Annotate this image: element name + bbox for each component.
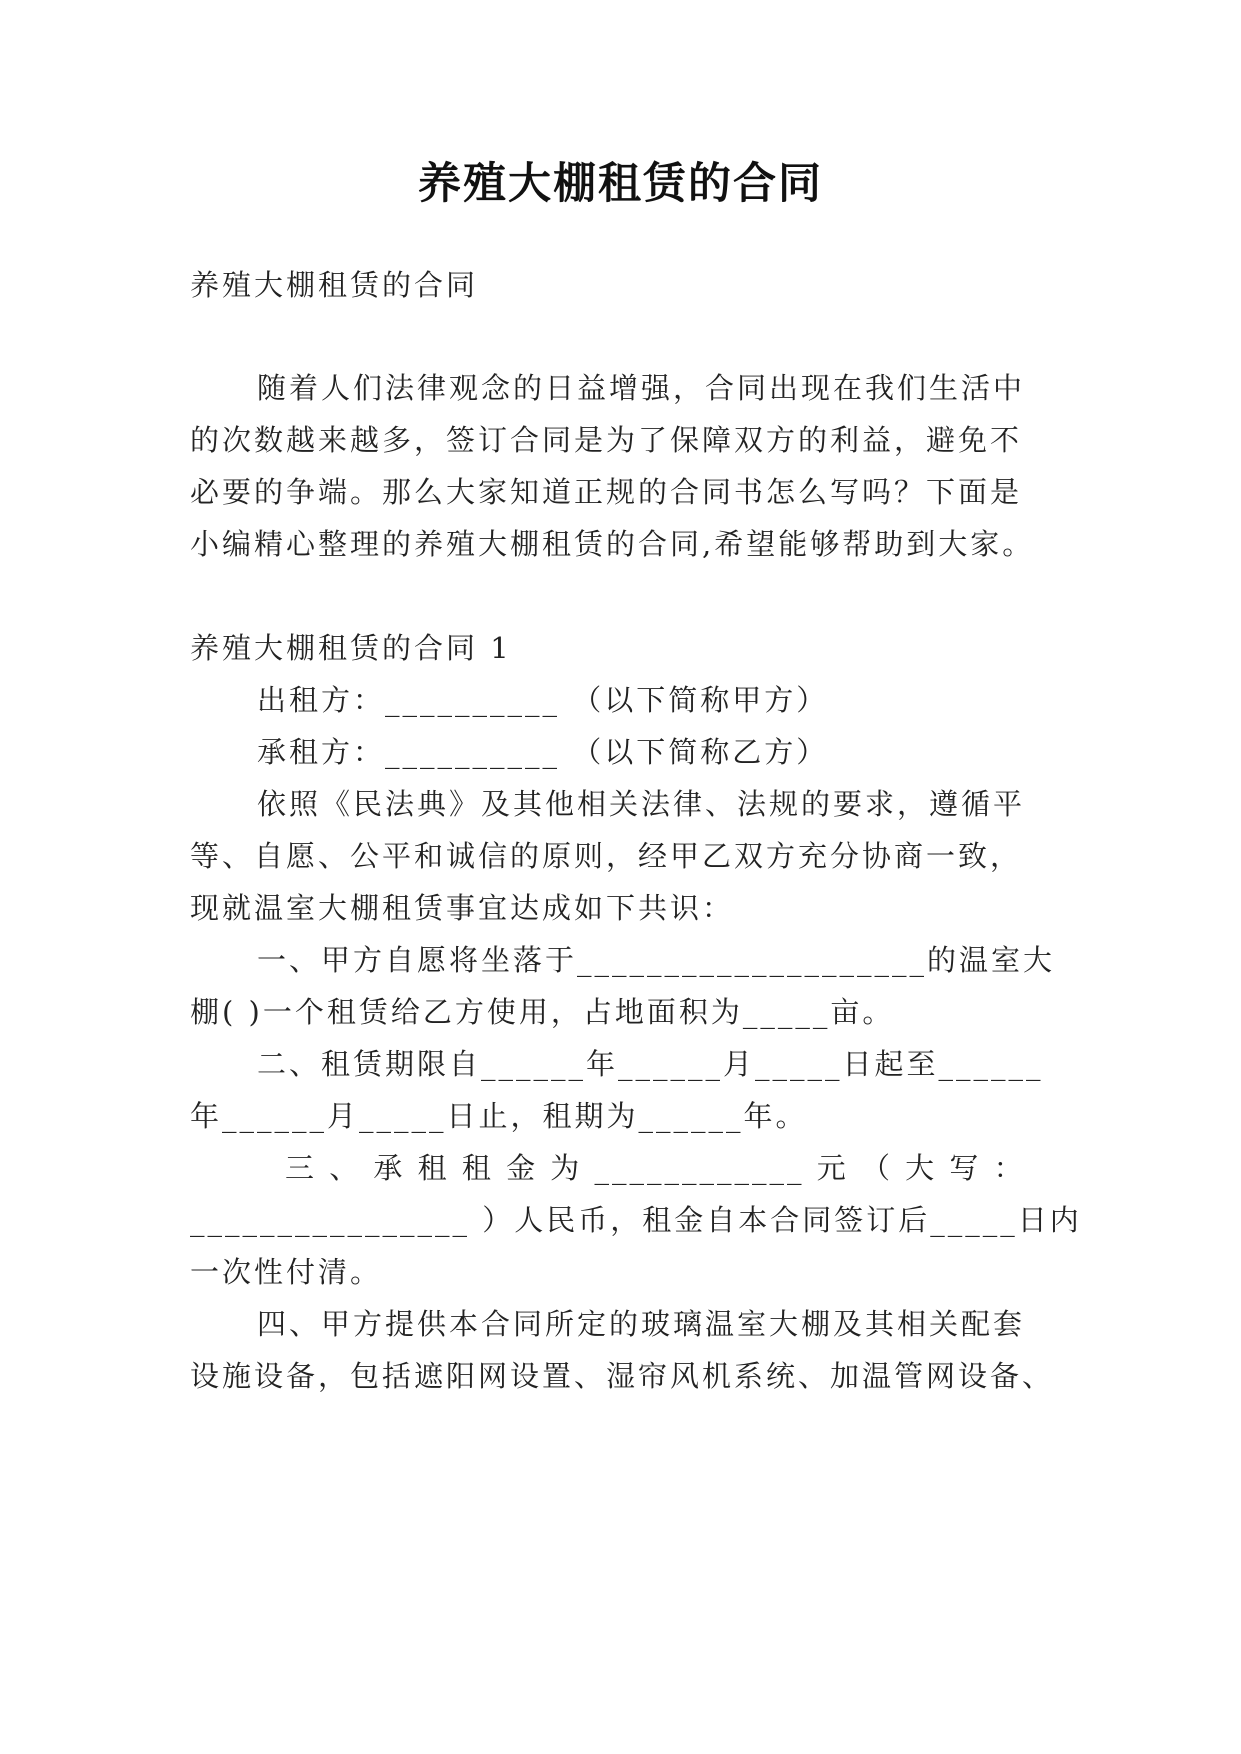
intro-line-2: 的次数越来越多，签订合同是为了保障双方的利益，避免不 (190, 423, 1023, 457)
clause-3-line-1: 三 、 承 租 租 金 为 ____________ 元 （ 大 写 ： (285, 1151, 1026, 1185)
intro-line-1: 随着人们法律观念的日益增强，合同出现在我们生活中 (257, 371, 1026, 405)
intro-line-3: 必要的争端。那么大家知道正规的合同书怎么写吗？下面是 (190, 475, 1023, 509)
lessee-line: 承租方：__________ （以下简称乙方） (257, 735, 829, 769)
basis-line-1: 依照《民法典》及其他相关法律、法规的要求，遵循平 (257, 787, 1026, 821)
document-title: 养殖大棚租赁的合同 (418, 159, 823, 209)
lessor-line: 出租方：__________ （以下简称甲方） (257, 683, 829, 717)
intro-line-4: 小编精心整理的养殖大棚租赁的合同,希望能够帮助到大家。 (190, 527, 1035, 561)
clause-1-line-1: 一、甲方自愿将坐落于____________________的温室大 (257, 943, 1056, 977)
clause-3-line-2: ________________ ）人民币，租金自本合同签订后_____日内 (190, 1203, 1082, 1237)
clause-1-line-2: 棚( )一个租赁给乙方使用，占地面积为_____亩。 (190, 995, 895, 1029)
basis-line-3: 现就温室大棚租赁事宜达成如下共识： (190, 891, 735, 925)
clause-2-line-1: 二、租赁期限自______年______月_____日起至______ (257, 1047, 1044, 1081)
section-heading: 养殖大棚租赁的合同 1 (190, 631, 512, 665)
document-subtitle: 养殖大棚租赁的合同 (190, 268, 479, 302)
clause-3-line-3: 一次性付清。 (190, 1255, 383, 1289)
clause-4-line-1: 四、甲方提供本合同所定的玻璃温室大棚及其相关配套 (257, 1307, 1026, 1341)
clause-4-line-2: 设施设备，包括遮阳网设置、湿帘风机系统、加温管网设备、 (190, 1359, 1055, 1393)
clause-2-line-2: 年______月_____日止，租期为______年。 (190, 1099, 808, 1133)
basis-line-2: 等、自愿、公平和诚信的原则，经甲乙双方充分协商一致， (190, 839, 1023, 873)
